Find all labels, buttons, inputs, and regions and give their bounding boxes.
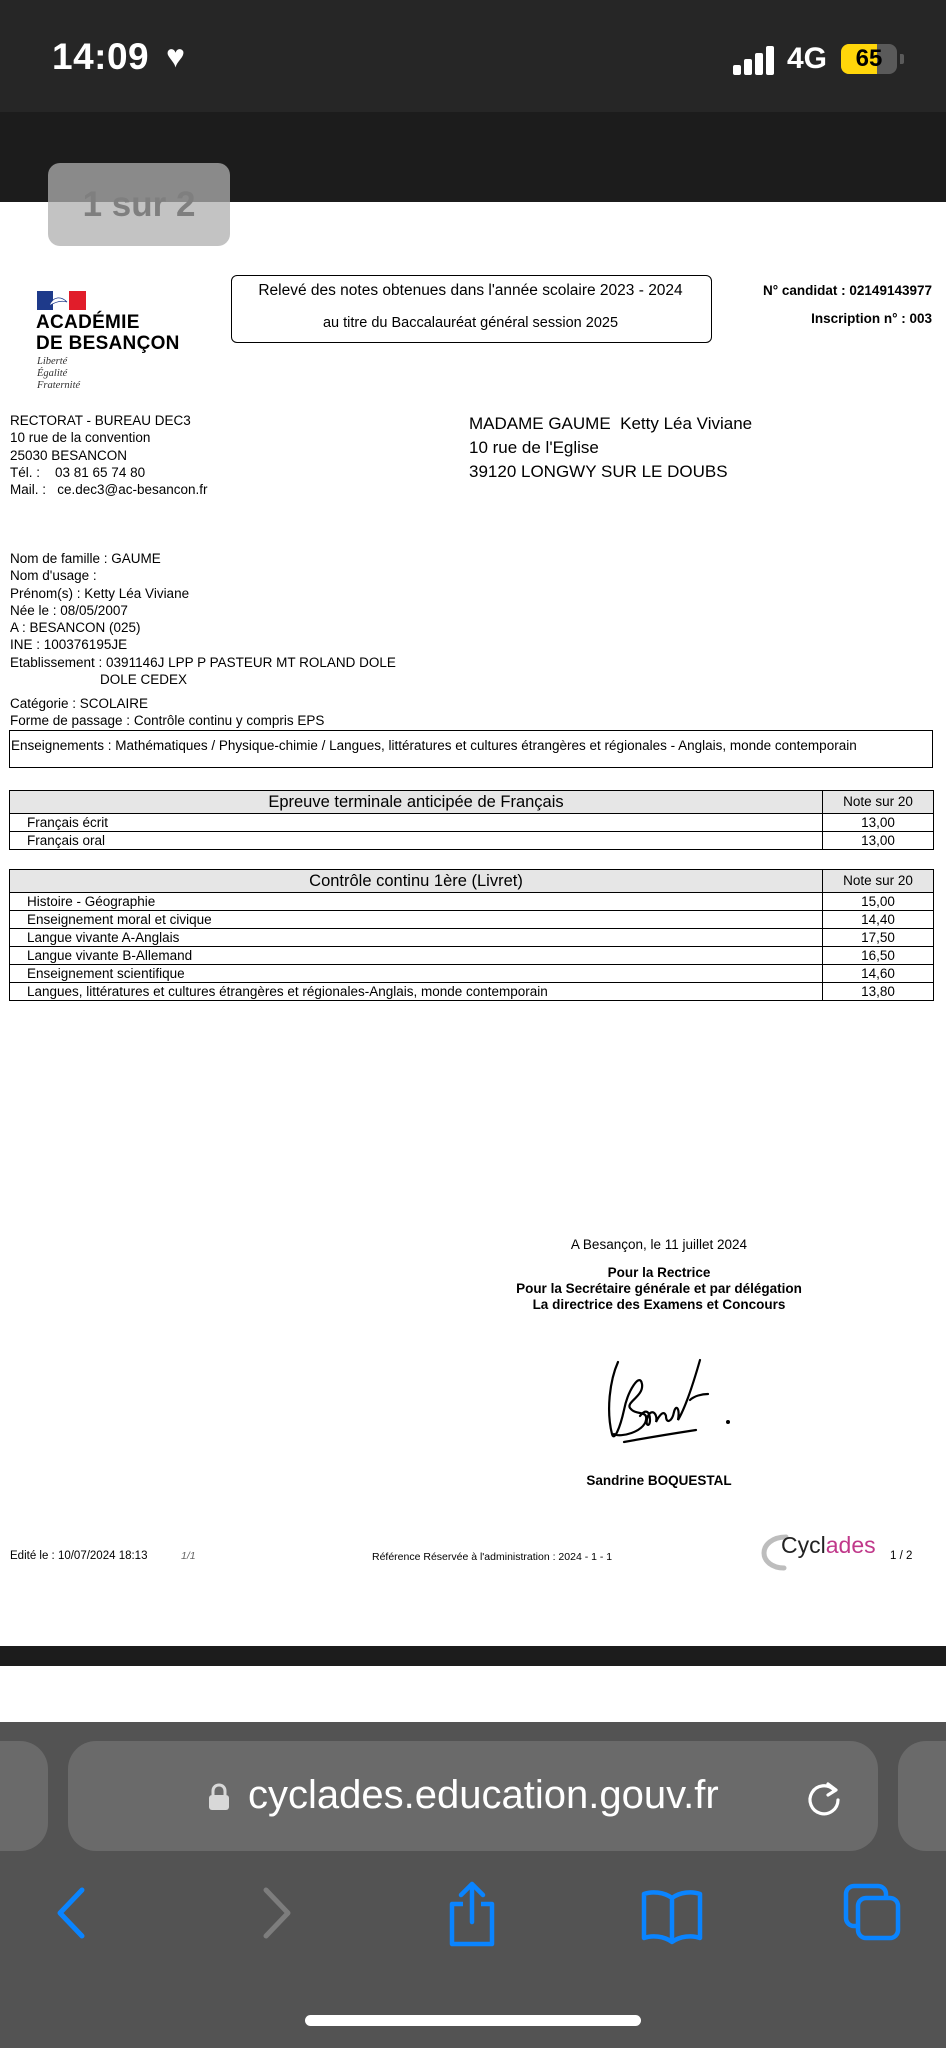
recipient-line: MADAME GAUME Ketty Léa Viviane [469,414,753,433]
sender-line: 25030 BESANCON [10,447,128,463]
table-title: Contrôle continu 1ère (Livret) [10,870,823,893]
subject-name: Langue vivante A-Anglais [10,929,823,947]
recipient-address [469,412,752,484]
battery-percent: 65 [855,45,883,72]
status-time: 14:09 [52,36,150,77]
table-row [10,983,934,1001]
lock-icon [208,1783,230,1811]
page-count: 1/1 [181,1550,196,1562]
table-row [10,929,934,947]
subject-name: Enseignement scientifique [10,965,823,983]
marianne-flag-icon [37,291,86,310]
identity-line: Etablissement : 0391146J LPP P PASTEUR MT ROLAND DOLE [10,654,396,670]
category-line: Catégorie : SCOLAIRE [10,696,149,711]
home-indicator[interactable] [305,2015,641,2026]
subject-name: Français oral [10,832,823,850]
subject-grade: 15,00 [823,893,934,911]
previous-tab-peek[interactable] [0,1741,48,1851]
url-text[interactable]: cyclades.education.gouv.fr [248,1773,719,1817]
table-header [10,791,934,814]
delegation-line: La directrice des Examens et Concours [532,1297,786,1312]
network-type: 4G [787,42,828,75]
identity-line: A : BESANCON (025) [10,620,141,636]
brand-part-2: ades [825,1532,876,1558]
note-header: Note sur 20 [823,791,934,814]
cyclades-brand [781,1532,876,1558]
logo-line-1: ACADÉMIE [36,312,140,333]
candidate-number: N° candidat : 02149143977 [763,283,932,298]
subject-name: Histoire - Géographie [10,893,823,911]
delegation-block [470,1265,848,1313]
signature-image [600,1350,740,1450]
document-title: Relevé des notes obtenues dans l'année scolaire 2023 - 2024 [258,282,683,299]
table-row [10,832,934,850]
subject-grade: 14,40 [823,911,934,929]
table-row [10,893,934,911]
battery-tip [900,54,904,64]
forward-icon[interactable] [252,1878,296,1948]
subject-name: Enseignement moral et civique [10,911,823,929]
next-tab-peek[interactable] [898,1741,946,1851]
sender-line: 10 rue de la convention [10,430,151,446]
edited-date: Edité le : 10/07/2024 18:13 [10,1550,148,1562]
subject-grade: 13,00 [823,814,934,832]
signal-icon [733,45,775,75]
brand-part-1: Cycl [781,1532,826,1558]
tabs-icon[interactable] [842,1878,902,1948]
subject-grade: 14,60 [823,965,934,983]
sender-line: RECTORAT - BUREAU DEC3 [10,413,191,428]
candidate-identity [10,550,396,688]
academie-logo [36,312,180,354]
inscription-number: Inscription n° : 003 [811,311,932,326]
subject-grade: 17,50 [823,929,934,947]
table-title: Epreuve terminale anticipée de Français [10,791,823,814]
table-row [10,911,934,929]
bookmarks-icon[interactable] [640,1878,704,1948]
delegation-line: Pour la Secrétaire générale et par délégation [516,1281,802,1296]
identity-line: Nom de famille : GAUME [10,551,161,566]
place-date: A Besançon, le 11 juillet 2024 [570,1237,748,1252]
table-francais [9,790,934,850]
identity-line: INE : 100376195JE [10,637,128,653]
heart-icon: ♥ [166,38,185,74]
identity-line: Née le : 08/05/2007 [10,602,128,618]
sender-address [10,412,208,498]
admin-reference: Référence Réservée à l'administration : 2024 - 1 - 1 [372,1551,613,1563]
reload-icon[interactable] [802,1776,846,1820]
recipient-line: 10 rue de l'Eglise [469,438,599,457]
identity-line: DOLE CEDEX [10,672,188,688]
republic-motto [37,356,80,392]
table-row [10,965,934,983]
subject-grade: 13,00 [823,832,934,850]
delegation-line: Pour la Rectrice [607,1265,711,1280]
category-line: Forme de passage : Contrôle continu y compris EPS [10,713,325,729]
page-number: 1 / 2 [890,1550,913,1562]
table-controle-continu [9,869,934,1001]
page-indicator: 1 sur 2 [48,163,230,246]
category-info [10,695,324,730]
document-subtitle: au titre du Baccalauréat général session 2025 [322,315,619,331]
subject-name: Langue vivante B-Allemand [10,947,823,965]
motto-egalite: Égalité [37,368,68,379]
sender-mail: Mail. : ce.dec3@ac-besancon.fr [10,482,208,498]
sender-phone: Tél. : 03 81 65 74 80 [10,464,146,480]
table-row [10,947,934,965]
subject-grade: 13,80 [823,983,934,1001]
table-row [10,814,934,832]
subject-grade: 16,50 [823,947,934,965]
subject-name: Français écrit [10,814,823,832]
note-header: Note sur 20 [823,870,934,893]
share-icon[interactable] [446,1878,498,1948]
back-icon[interactable] [52,1878,96,1948]
identity-line: Prénom(s) : Ketty Léa Viviane [10,585,190,601]
viewer-bottom-band [0,1646,946,1666]
signatory-name: Sandrine BOQUESTAL [586,1473,732,1488]
subject-name: Langues, littératures et cultures étrangères et régionales-Anglais, monde contemporain [10,983,823,1001]
logo-line-2: DE BESANÇON [36,333,180,354]
motto-liberte: Liberté [37,356,68,367]
battery-icon [841,44,897,74]
table-header [10,870,934,893]
recipient-line: 39120 LONGWY SUR LE DOUBS [469,462,728,481]
motto-fraternite: Fraternité [37,380,81,391]
identity-line: Nom d'usage : [10,568,97,584]
enseignements-text: Enseignements : Mathématiques / Physique-chimie / Langues, littératures et cultures étrangères et régionales - Anglais, monde contemporain [11,738,857,753]
